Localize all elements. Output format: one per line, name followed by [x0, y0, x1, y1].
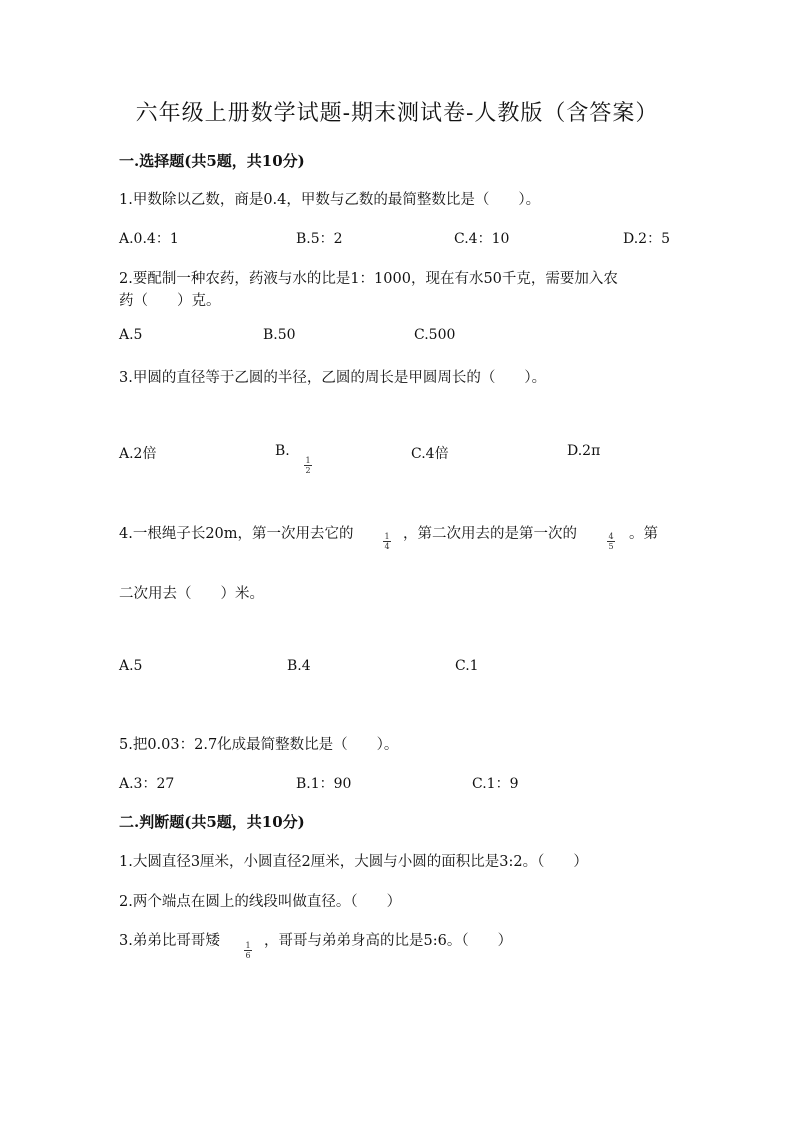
question-3-option-d: D.2π	[567, 443, 601, 459]
question-1-option-b: B.5：2	[296, 231, 343, 247]
fraction-numerator: 1	[384, 532, 390, 541]
question-4-part-2: ，第二次用去的是第一次的	[403, 526, 577, 542]
question-4-part-1: 4.一根绳子长20m，第一次用去它的	[119, 526, 354, 542]
question-4-part-3: 。第	[629, 526, 658, 542]
question-3-option-b: B.	[275, 443, 290, 459]
question-2-option-c: C.500	[414, 327, 456, 343]
question-2-line-2: 药（ ）克。	[119, 293, 221, 309]
question-2-option-b: B.50	[263, 327, 296, 343]
question-2-option-a: A.5	[119, 327, 143, 343]
question-5-option-a: A.3：27	[119, 776, 175, 792]
question-1-option-c: C.4：10	[454, 231, 510, 247]
fraction-denominator: 5	[608, 542, 614, 551]
question-3-option-b-fraction	[302, 456, 314, 475]
section-heading-judgment: 二.判断题(共5题，共10分)	[119, 813, 305, 831]
question-1-text: 1.甲数除以乙数，商是0.4，甲数与乙数的最简整数比是（ ）。	[119, 192, 541, 208]
judgment-question-3-part-2: ，哥哥与弟弟身高的比是5:6。（ ）	[264, 933, 513, 949]
fraction-numerator: 1	[245, 941, 251, 950]
question-4-line-2: 二次用去（ ）米。	[119, 586, 264, 602]
question-1-option-a: A.0.4：1	[119, 231, 179, 247]
question-5-option-c: C.1：9	[472, 776, 519, 792]
fraction-numerator: 4	[608, 532, 614, 541]
section-heading-choice: 一.选择题(共5题，共10分)	[119, 152, 305, 170]
question-3-option-c: C.4倍	[411, 446, 449, 462]
judgment-question-3-fraction	[242, 941, 254, 960]
fraction-denominator: 6	[245, 951, 251, 960]
judgment-question-2: 2.两个端点在圆上的线段叫做直径。（ ）	[119, 894, 402, 910]
question-5-option-b: B.1：90	[296, 776, 352, 792]
question-4-option-c: C.1	[455, 658, 479, 674]
question-4-option-b: B.4	[287, 658, 311, 674]
question-5-text: 5.把0.03：2.7化成最简整数比是（ ）。	[119, 737, 399, 753]
question-4-option-a: A.5	[119, 658, 143, 674]
fraction-denominator: 4	[384, 542, 390, 551]
fraction-numerator: 1	[305, 456, 311, 465]
question-1-option-d: D.2：5	[623, 231, 670, 247]
judgment-question-3-part-1: 3.弟弟比哥哥矮	[119, 933, 220, 949]
question-2-line-1: 2.要配制一种农药，药液与水的比是1：1000，现在有水50千克，需要加入农	[119, 271, 618, 287]
question-3-text: 3.甲圆的直径等于乙圆的半径，乙圆的周长是甲圆周长的（ ）。	[119, 370, 547, 386]
judgment-question-1: 1.大圆直径3厘米，小圆直径2厘米，大圆与小圆的面积比是3:2。（ ）	[119, 854, 588, 870]
fraction-denominator: 2	[305, 466, 311, 475]
page-title: 六年级上册数学试题-期末测试卷-人教版（含答案）	[135, 101, 659, 126]
question-4-fraction-1	[381, 532, 393, 551]
question-3-option-a: A.2倍	[119, 446, 157, 462]
question-4-fraction-2	[605, 532, 617, 551]
